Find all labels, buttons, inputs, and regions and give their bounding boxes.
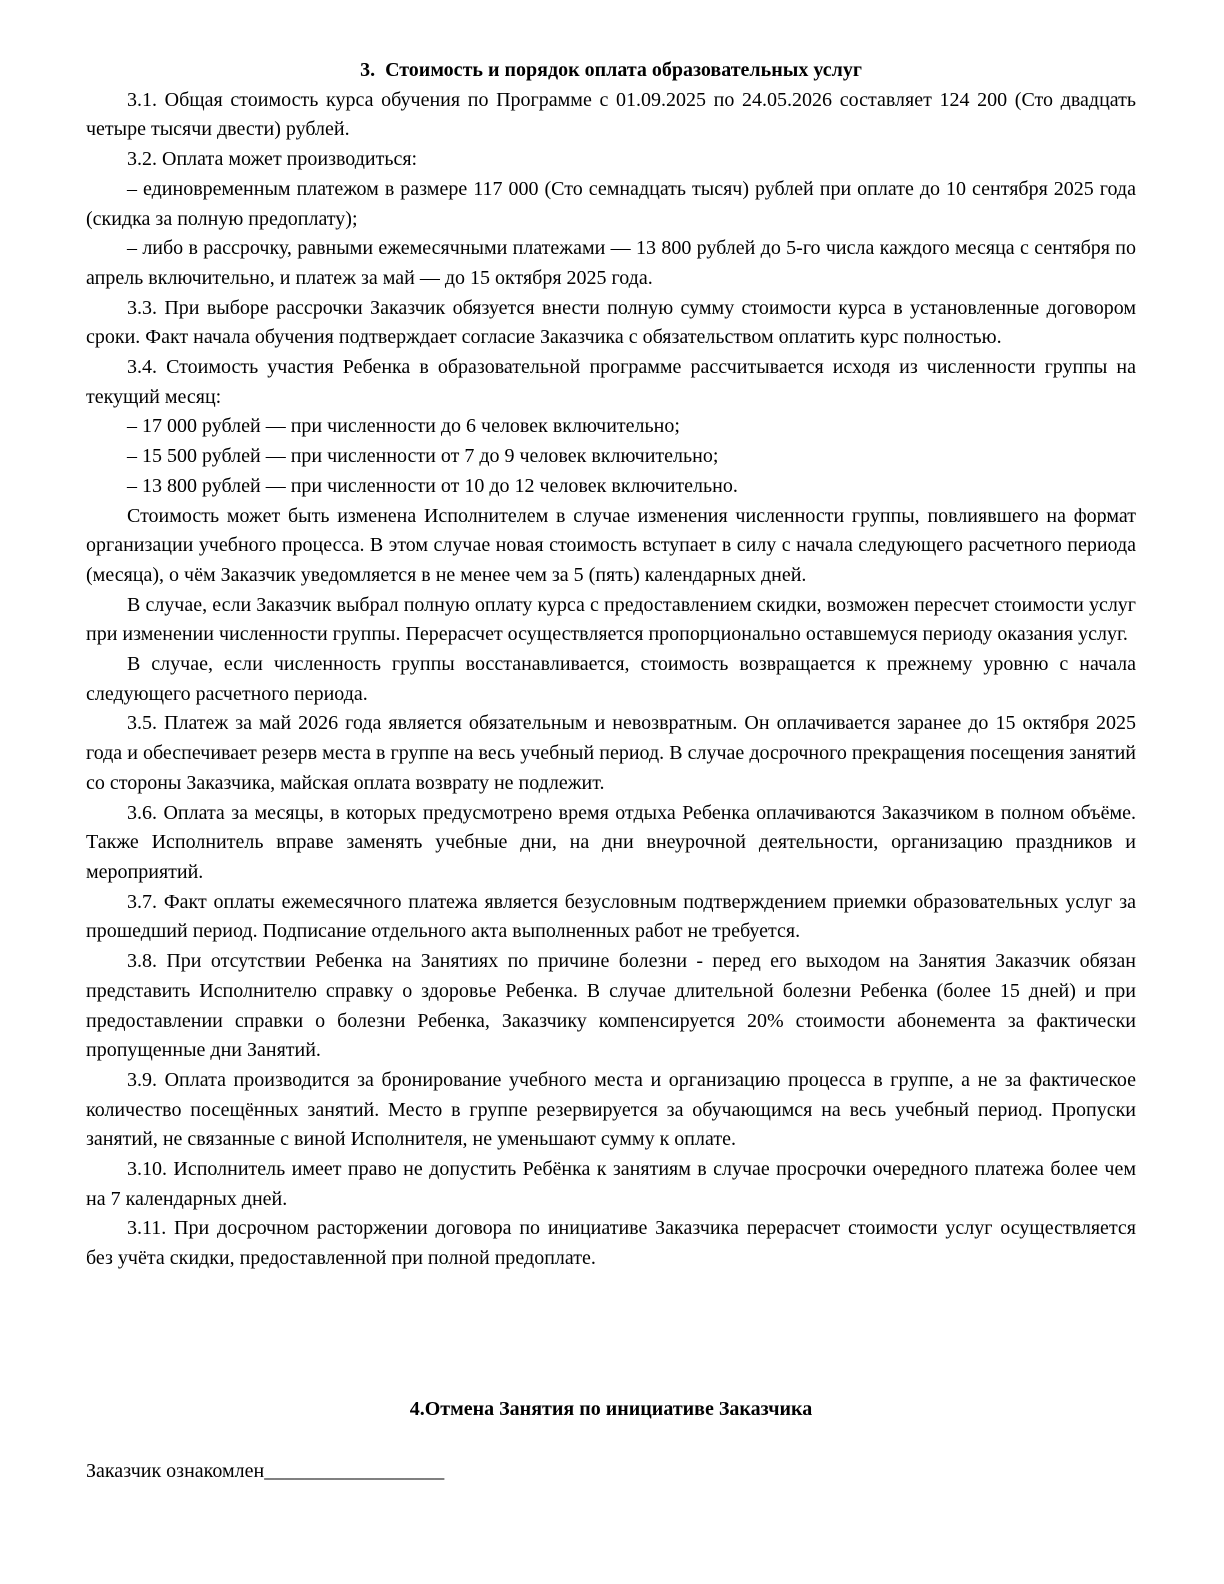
paragraph: 3.10. Исполнитель имеет право не допустить Ребёнка к занятиям в случае просрочки очередного платежа более чем на 7 календарных дней. — [86, 1158, 1136, 1210]
paragraph: – либо в рассрочку, равными ежемесячными платежами — 13 800 рублей до 5-го числа каждого месяца с сентября по апрель включительно, и платеж за май — до 15 октября 2025 года. — [86, 237, 1136, 289]
paragraph: 3.3. При выборе рассрочки Заказчик обязуется внести полную сумму стоимости курса в установленные договором сроки. Факт начала обучения подтверждает согласие Заказчика с обязательством оплатить курс полностью. — [86, 296, 1136, 349]
section-3-title: 3. Стоимость и порядок оплата образовательных услуг — [360, 59, 862, 81]
paragraph: Стоимость может быть изменена Исполнителем в случае изменения численности группы, повлиявшего на формат организации учебного процесса. В этом случае новая стоимость вступает в силу с начала следующего расчетного периода (месяца), о чём Заказчик уведомляется в не менее чем за 5 (пять) календарных дней. — [86, 504, 1136, 586]
paragraph: 3.6. Оплата за месяцы, в которых предусмотрено время отдыха Ребенка оплачиваются Заказчиком в полном объёме. Также Исполнитель вправе заменять учебные дни, на дни внеурочной деятельности, организацию праздников и мероприятий. — [86, 801, 1136, 883]
paragraph: – единовременным платежом в размере 117 000 (Сто семнадцать тысяч) рублей при оплате до 10 сентября 2025 года (скидка за полную предоплату); — [86, 177, 1136, 230]
section-4-title: 4.Отмена Занятия по инициативе Заказчика — [409, 1397, 813, 1420]
paragraph: – 13 800 рублей — при численности от 10 до 12 человек включительно. — [127, 474, 738, 497]
paragraph: – 15 500 рублей — при численности от 7 до 9 человек включительно; — [127, 445, 719, 468]
paragraph: 3.9. Оплата производится за бронирование учебного места и организацию процесса в группе, а не за фактическое количество посещённых занятий. Место в группе резервируется за обучающимся на весь учебный период. Пропуски занятий, не связанные с виной Исполнителя, не уменьшают сумму к оплате. — [86, 1068, 1136, 1151]
paragraph: В случае, если численность группы восстанавливается, стоимость возвращается к прежнему уровню с начала следующего расчетного периода. — [86, 653, 1136, 705]
paragraph: 3.7. Факт оплаты ежемесячного платежа является безусловным подтверждением приемки образовательных услуг за прошедший период. Подписание отдельного акта выполненных работ не требуется. — [86, 890, 1136, 943]
paragraph: 3.11. При досрочном расторжении договора по инициативе Заказчика перерасчет стоимости услуг осуществляется без учёта скидки, предоставленной при полной предоплате. — [86, 1217, 1136, 1270]
paragraph: – 17 000 рублей — при численности до 6 человек включительно; — [127, 415, 680, 438]
acknowledgement-line — [86, 1457, 1136, 1487]
paragraph: 3.8. При отсутствии Ребенка на Занятиях по причине болезни - перед его выходом на Занятия Заказчик обязан представить Исполнителю справку о здоровье Ребенка. В случае длительной болезни Ребенка (более 15 дней) и при предоставлении справки о болезни Ребенка, Заказчику компенсируется 20% стоимости абонемента за фактически пропущенные дни Занятий. — [86, 950, 1136, 1062]
paragraph: 3.4. Стоимость участия Ребенка в образовательной программе рассчитывается исходя из численности группы на текущий месяц: — [86, 356, 1136, 408]
paragraph: 3.2. Оплата может производиться: — [127, 148, 418, 171]
signature-blank: __________________ — [264, 1459, 445, 1482]
paragraph: 3.1. Общая стоимость курса обучения по Программе с 01.09.2025 по 24.05.2026 составляет 124 200 (Сто двадцать четыре тысячи двести) рублей. — [86, 88, 1136, 141]
paragraph: В случае, если Заказчик выбрал полную оплату курса с предоставлением скидки, возможен пересчет стоимости услуг при изменении численности группы. Перерасчет осуществляется пропорционально оставшемуся периоду оказания услуг. — [86, 593, 1136, 646]
section-3-body — [86, 86, 1136, 1274]
acknowledgement-label: Заказчик ознакомлен — [86, 1459, 265, 1482]
paragraph: 3.5. Платеж за май 2026 года является обязательным и невозвратным. Он оплачивается заранее до 15 октября 2025 года и обеспечивает резерв места в группе на весь учебный период. В случае досрочного прекращения посещения занятий со стороны Заказчика, майская оплата возврату не подлежит. — [86, 712, 1136, 794]
